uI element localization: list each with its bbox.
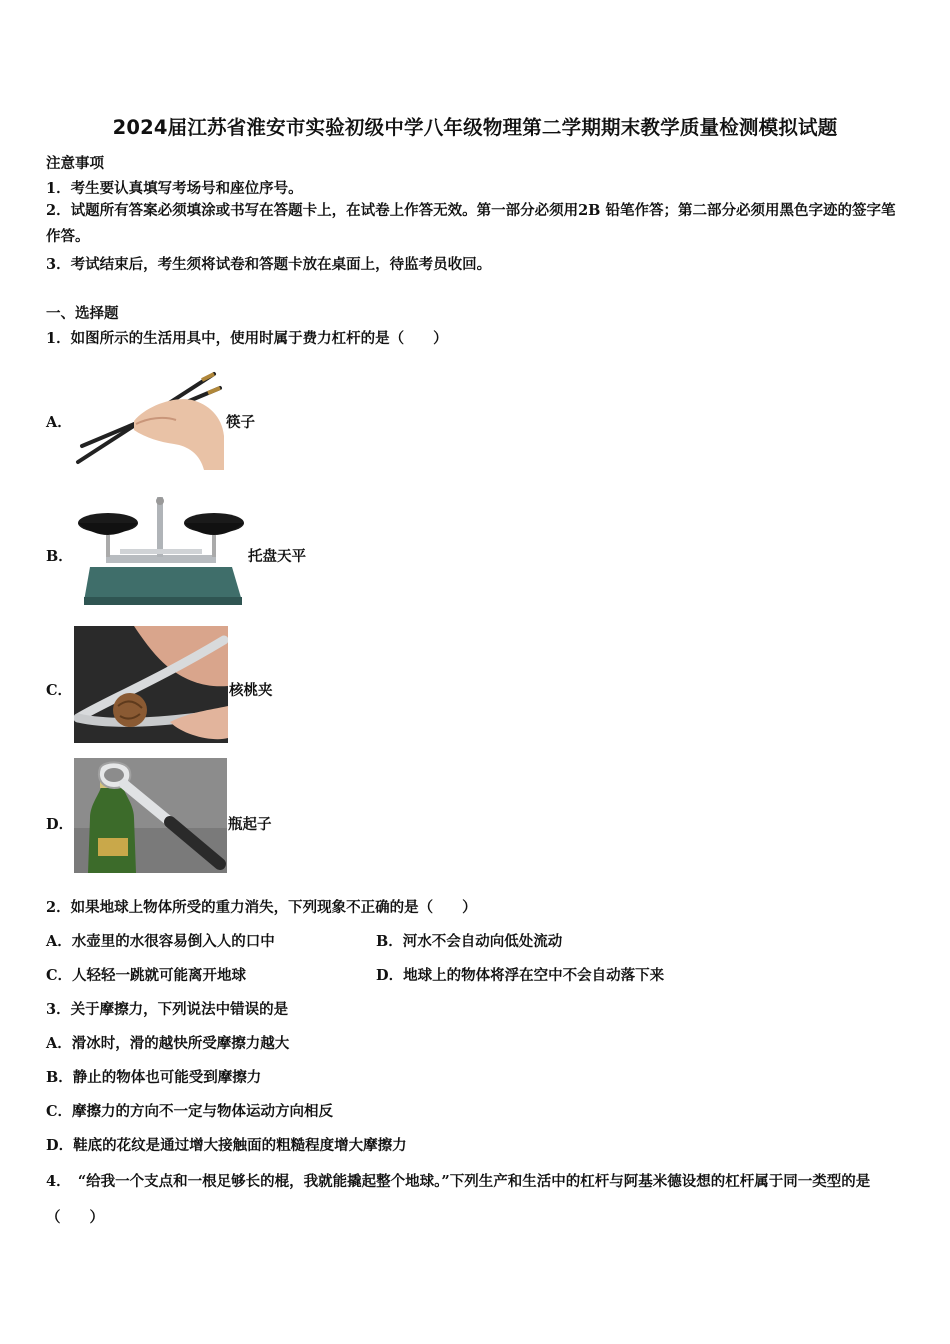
q1-option-d-text: 瓶起子 (228, 816, 272, 833)
bottle-opener-image (74, 758, 227, 873)
q1-option-c-label: C． (46, 682, 73, 699)
notice-heading: 注意事项 (46, 155, 104, 172)
q1-option-c-text: 核桃夹 (229, 682, 273, 699)
q3-option-b: B．静止的物体也可能受到摩擦力 (46, 1069, 262, 1086)
notice-item-2: 2．试题所有答案必须填涂或书写在答题卡上，在试卷上作答无效。第一部分必须用2B 铅笔作答；第二部分必须用黑色字迹的签字笔作答。 (46, 202, 896, 245)
q1-option-a-text: 筷子 (226, 414, 255, 431)
q2-option-c: C．人轻轻一跳就可能离开地球 (46, 967, 247, 984)
q4-stem: 4． “给我一个支点和一根足够长的棍，我就能撬起整个地球。”下列生产和生活中的杠杆与阿基米德设想的杠杆属于同一类型的是（ ） (46, 1173, 871, 1226)
q2-option-b: B．河水不会自动向低处流动 (376, 933, 563, 950)
section-heading: 一、选择题 (46, 305, 119, 322)
balance-scale-image (76, 493, 246, 608)
q2-stem: 2．如果地球上物体所受的重力消失，下列现象不正确的是（ ） (46, 899, 477, 916)
q3-option-a: A．滑冰时，滑的越快所受摩擦力越大 (46, 1035, 290, 1052)
q3-stem: 3．关于摩擦力，下列说法中错误的是 (46, 1001, 289, 1018)
q1-option-b-text: 托盘天平 (248, 548, 306, 565)
q1-option-d-label: D． (46, 816, 74, 833)
q2-option-a: A．水壶里的水很容易倒入人的口中 (46, 933, 275, 950)
q1-stem: 1．如图所示的生活用具中，使用时属于费力杠杆的是（ ） (46, 330, 448, 347)
nutcracker-image (74, 626, 228, 743)
q1-option-a-label: A． (46, 414, 72, 431)
notice-item-3: 3．考试结束后，考生须将试卷和答题卡放在桌面上，待监考员收回。 (46, 256, 492, 273)
q3-option-c: C．摩擦力的方向不一定与物体运动方向相反 (46, 1103, 334, 1120)
page-title: 2024届江苏省淮安市实验初级中学八年级物理第二学期期末教学质量检测模拟试题 (112, 116, 838, 139)
chopsticks-image (74, 366, 226, 472)
q1-option-b-label: B． (46, 548, 73, 565)
notice-item-1: 1．考生要认真填写考场号和座位序号。 (46, 180, 303, 197)
q3-option-d: D．鞋底的花纹是通过增大接触面的粗糙程度增大摩擦力 (46, 1137, 407, 1154)
q2-option-d: D．地球上的物体将浮在空中不会自动落下来 (376, 967, 665, 984)
